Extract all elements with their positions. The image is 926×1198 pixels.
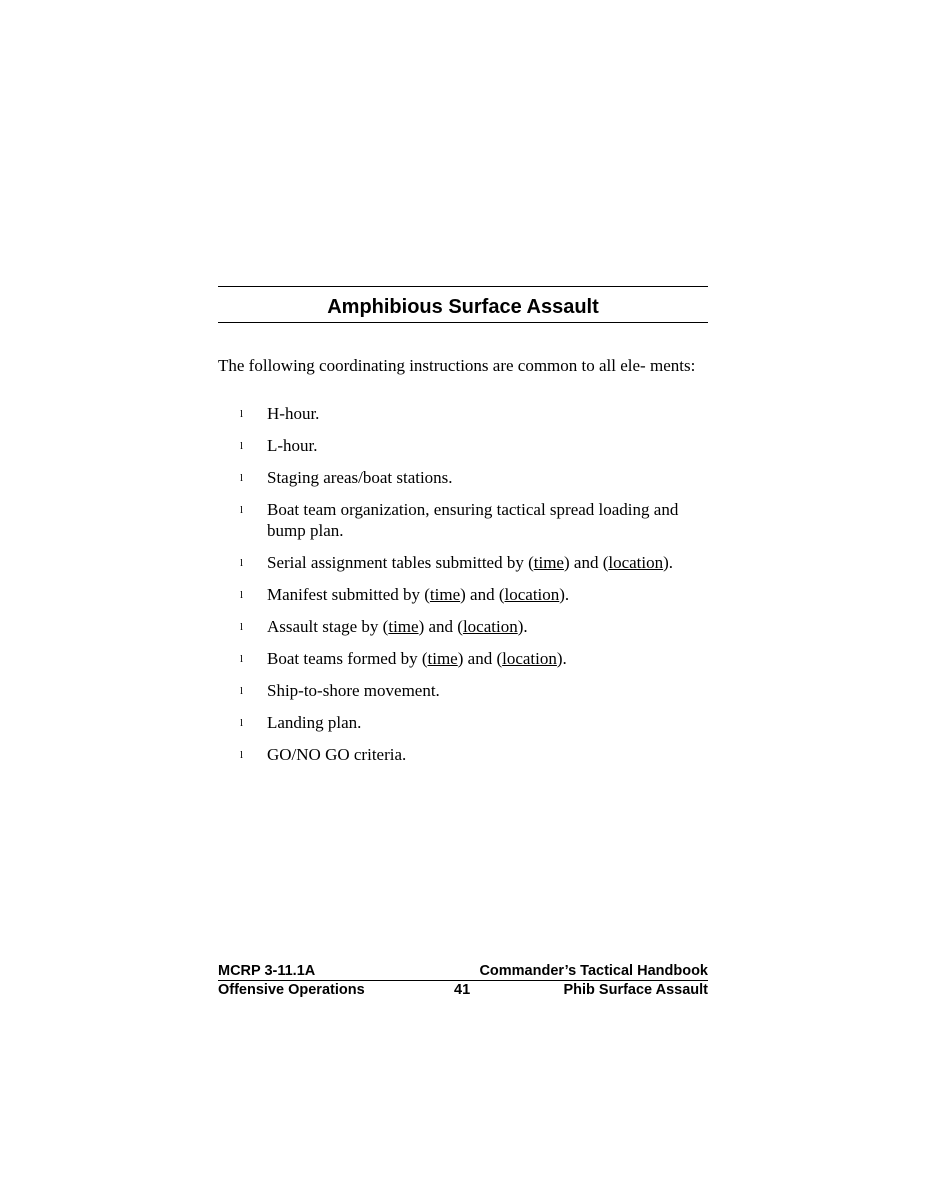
item-text: Staging areas/boat stations.	[267, 468, 453, 487]
item-text: H-hour.	[267, 404, 320, 423]
item-text: Ship-to-shore movement.	[267, 681, 440, 700]
item-text: ).	[517, 617, 528, 636]
intro-paragraph: The following coordinating instructions are common to all ele- ments:	[218, 356, 696, 375]
underlined-blank: time	[533, 553, 564, 572]
item-text: L-hour.	[267, 436, 318, 455]
underlined-blank: location	[462, 617, 518, 636]
list-item	[218, 467, 708, 488]
item-text: ) and (	[418, 617, 463, 636]
bullet-icon: l	[240, 589, 244, 601]
underlined-blank: time	[427, 649, 458, 668]
item-text: ) and (	[563, 553, 609, 572]
page-title: Amphibious Surface Assault	[327, 296, 599, 318]
item-text: ).	[556, 649, 567, 668]
title-rule-bottom	[218, 322, 708, 323]
list-item	[218, 616, 708, 637]
footer-section: Offensive Operations	[218, 982, 365, 998]
list-item	[218, 435, 708, 456]
instruction-list	[218, 403, 708, 776]
bullet-icon: l	[240, 749, 244, 761]
footer-bottom-line	[218, 981, 708, 999]
list-item	[218, 712, 708, 733]
title-rule-top	[218, 286, 708, 287]
item-text: Boat teams formed by (	[267, 649, 428, 668]
item-text: GO/NO GO criteria.	[267, 745, 407, 764]
item-text: ) and (	[460, 585, 505, 604]
bullet-icon: l	[240, 504, 244, 516]
list-item	[218, 648, 708, 669]
item-text: Manifest submitted by (	[267, 585, 430, 604]
bullet-icon: l	[240, 557, 244, 569]
footer-handbook: Commander’s Tactical Handbook	[479, 963, 708, 979]
underlined-blank: location	[504, 585, 560, 604]
bullet-icon: l	[240, 685, 244, 697]
underlined-blank: location	[608, 553, 664, 572]
item-text: ).	[663, 553, 674, 572]
bullet-icon: l	[240, 408, 244, 420]
item-text: Serial assignment tables submitted by (	[267, 553, 534, 572]
item-text: Assault stage by (	[267, 617, 389, 636]
bullet-icon: l	[240, 472, 244, 484]
page-number: 41	[454, 982, 471, 998]
list-item	[218, 680, 708, 701]
underlined-blank: location	[502, 649, 557, 668]
list-item	[218, 584, 708, 605]
bullet-icon: l	[240, 653, 244, 665]
bullet-icon: l	[240, 621, 244, 633]
bullet-icon: l	[240, 440, 244, 452]
underlined-blank: time	[388, 617, 419, 636]
bullet-icon: l	[240, 717, 244, 729]
item-text: ).	[559, 585, 570, 604]
item-text: Landing plan.	[267, 713, 362, 732]
item-text: Boat team organization, ensuring tactical spread loading and bump plan.	[267, 500, 679, 540]
underlined-blank: time	[429, 585, 461, 604]
footer-publication: MCRP 3-11.1A	[218, 963, 316, 979]
list-item	[218, 499, 708, 541]
footer-topic: Phib Surface Assault	[563, 982, 708, 998]
document-page	[218, 0, 708, 1198]
list-item	[218, 552, 708, 573]
footer-top-line	[218, 962, 708, 981]
item-text: ) and (	[457, 649, 503, 668]
list-item	[218, 744, 708, 765]
list-item	[218, 403, 708, 424]
